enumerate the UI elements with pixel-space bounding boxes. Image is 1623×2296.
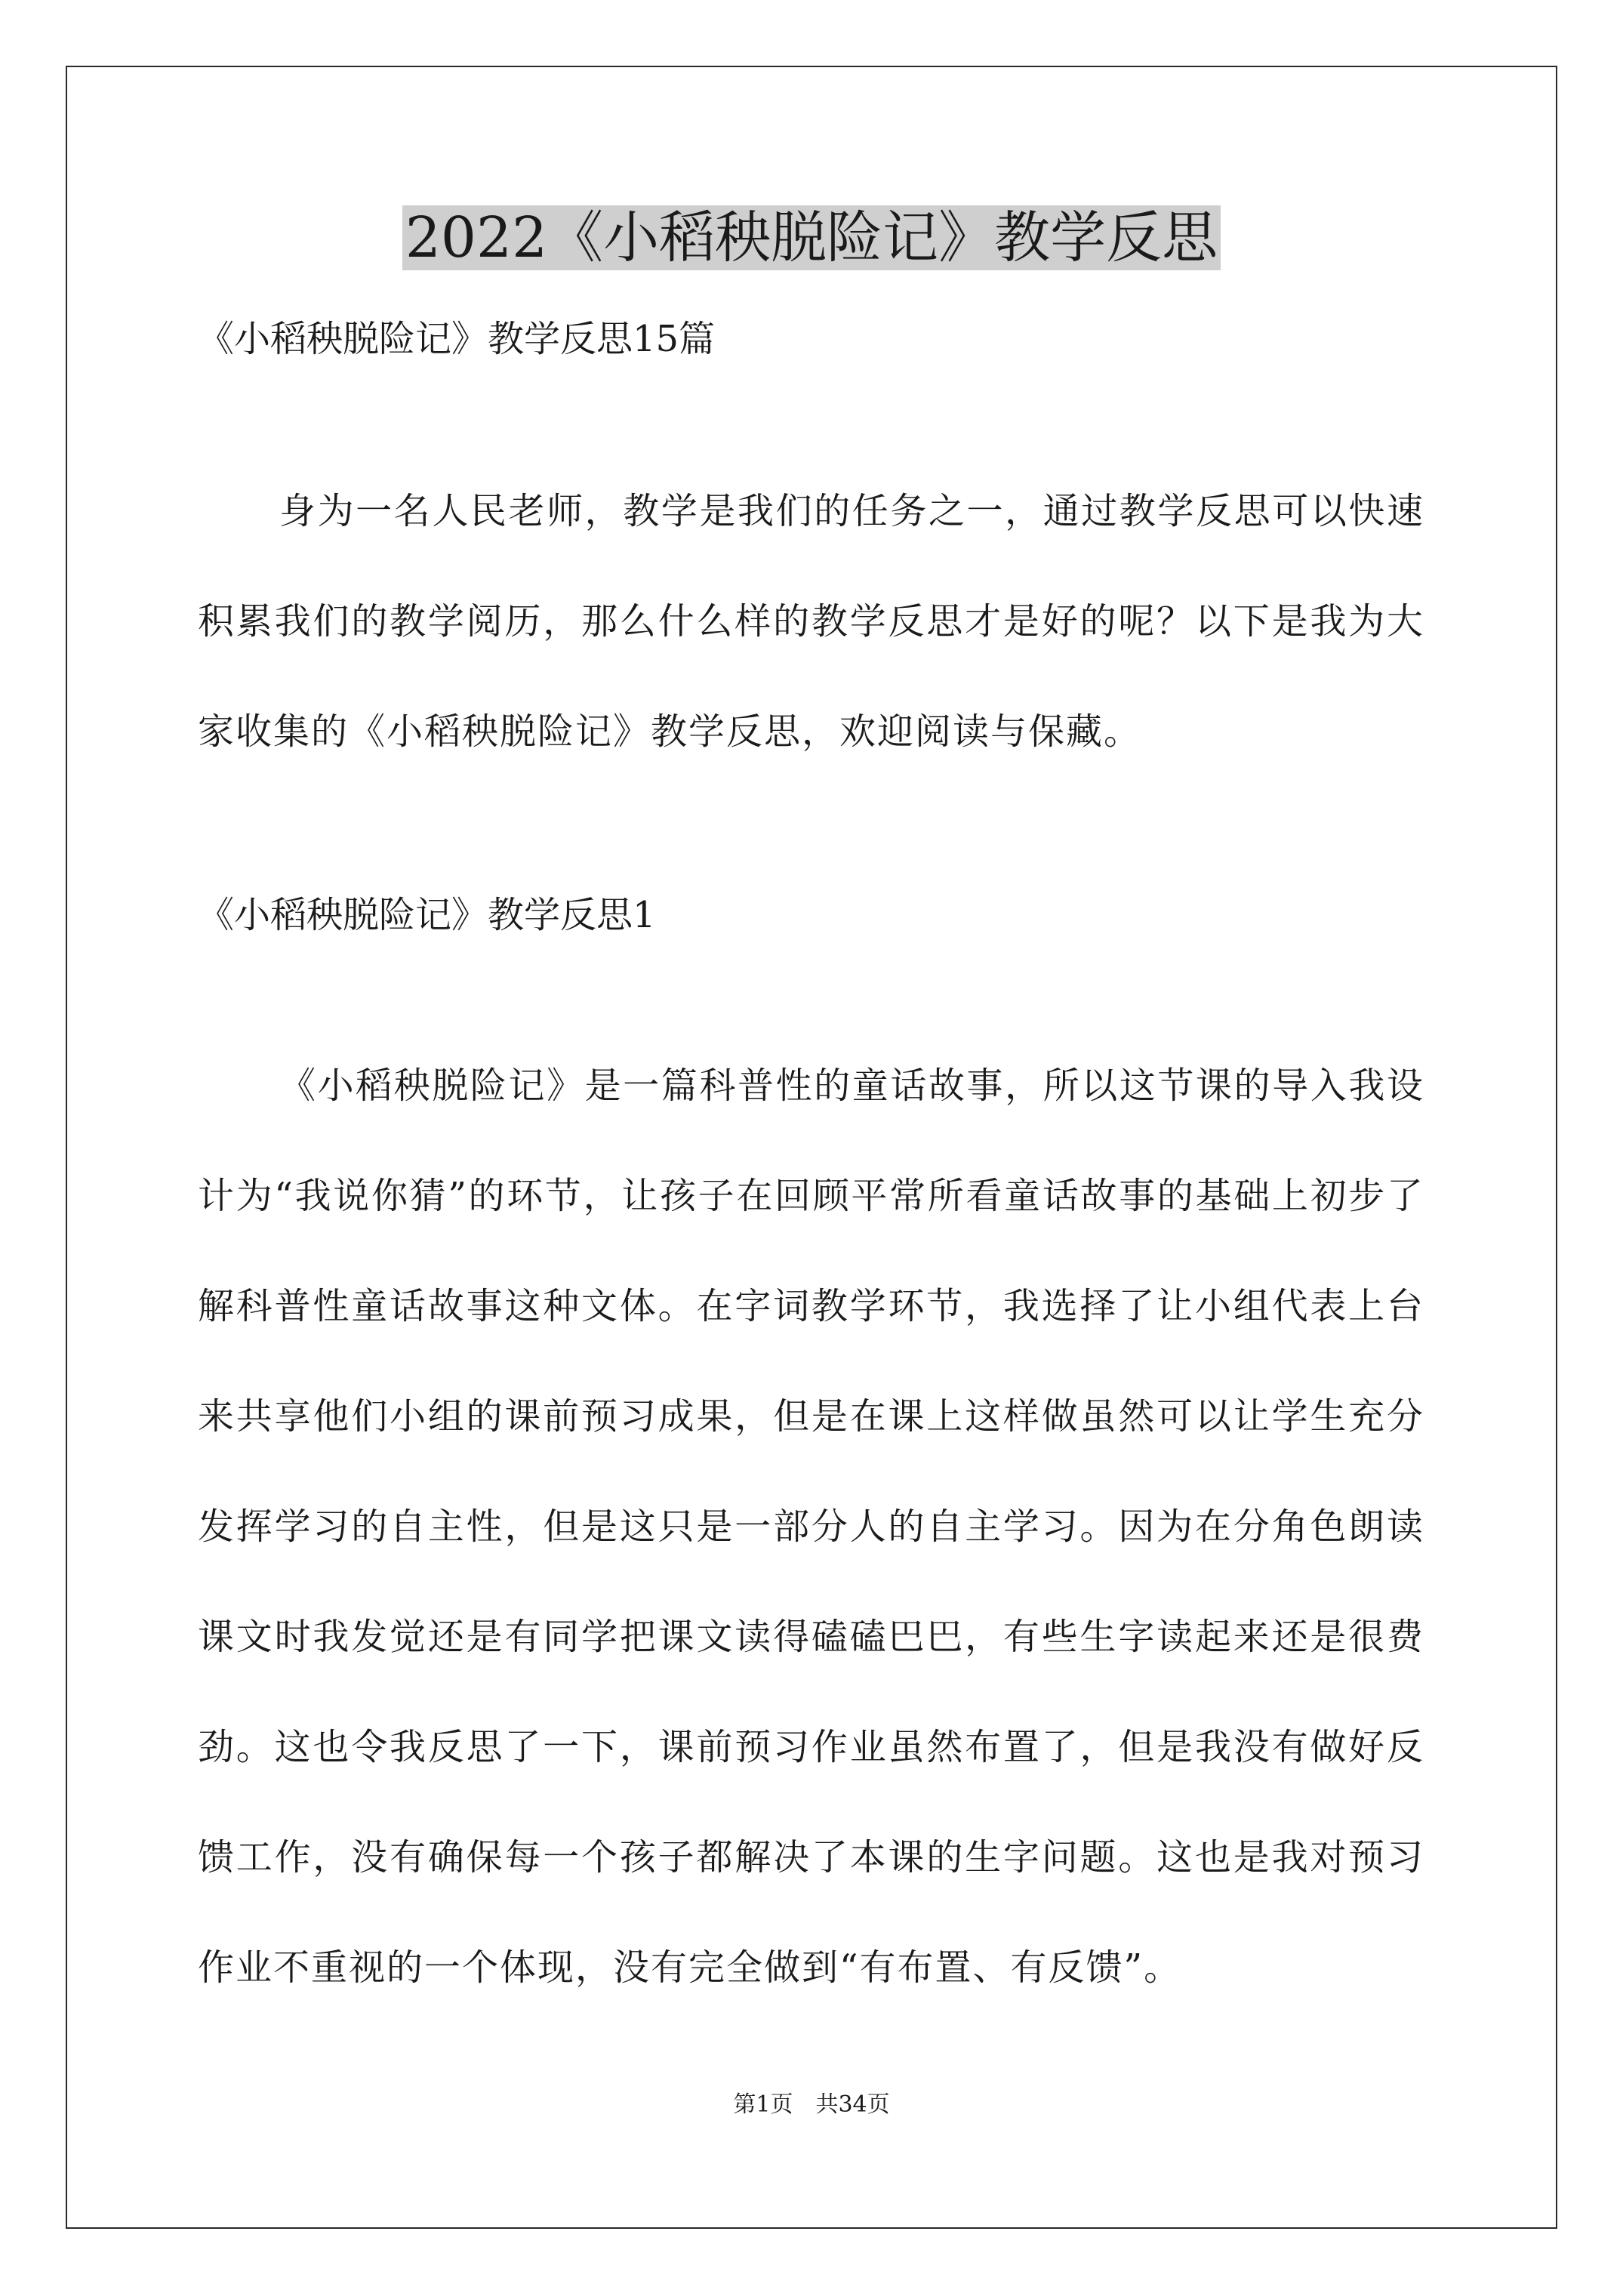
- section-body-paragraph: 《小稻秧脱险记》是一篇科普性的童话故事，所以这节课的导入我设计为“我说你猜”的环节，让孩子在回顾平常所看童话故事的基础上初步了解科普性童话故事这种文体。在字词教学环节，我选择了让小组代表上台来共享他们小组的课前预习成果，但是在课上这样做虽然可以让学生充分发挥学习的自主性，但是这只是一部分人的自主学习。因为在分角色朗读课文时我发觉还是有同学把课文读得磕磕巴巴，有些生字读起来还是很费劲。这也令我反思了一下，课前预习作业虽然布置了，但是我没有做好反馈工作，没有确保每一个孩子都解决了本课的生字问题。这也是我对预习作业不重视的一个体现，没有完全做到“有布置、有反馈”。: [198, 1065, 1424, 1989]
- document-subtitle: 《小稻秧脱险记》教学反思15篇: [198, 318, 716, 360]
- document-title: [0, 198, 1623, 278]
- intro-paragraph: 身为一名人民老师，教学是我们的任务之一，通过教学反思可以快速积累我们的教学阅历，那么什么样的教学反思才是好的呢？以下是我为大家收集的《小稻秧脱险记》教学反思，欢迎阅读与保藏。: [198, 490, 1424, 753]
- page-footer: 第1页 共34页: [733, 2091, 890, 2118]
- document-title-text: 2022《小稻秧脱险记》教学反思: [402, 205, 1221, 270]
- section-heading: 《小稻秧脱险记》教学反思1: [198, 894, 656, 936]
